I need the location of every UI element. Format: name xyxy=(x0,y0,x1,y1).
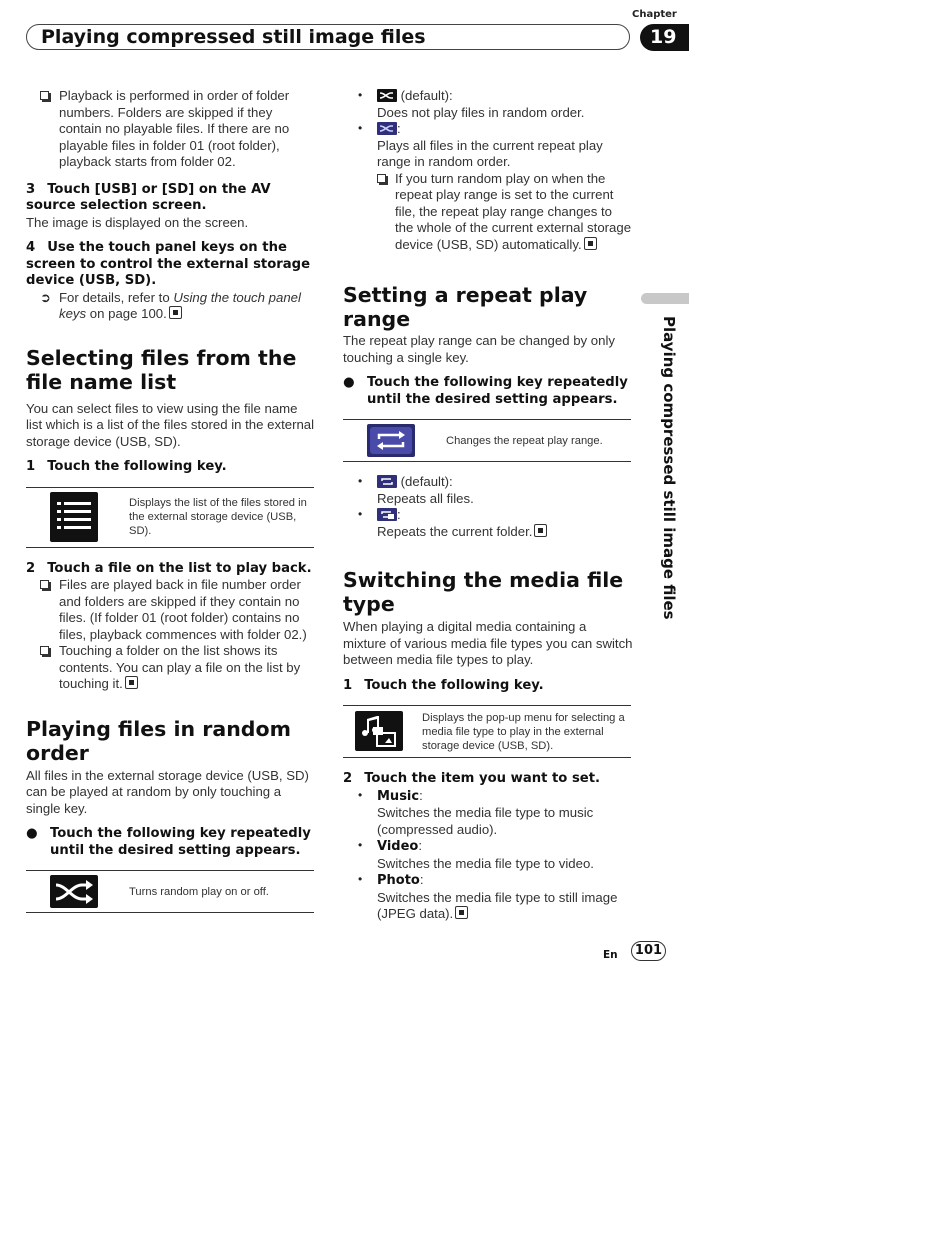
bullet-dot: • xyxy=(358,507,363,521)
step-3: 3 Touch [USB] or [SD] on the AV source selection screen. xyxy=(26,181,271,213)
repeat-option-all: • (default): Repeats all files. xyxy=(358,474,474,506)
note-box-icon xyxy=(40,91,49,100)
section-random-body: All files in the external storage device (USB, SD) can be played at random by only touching a single key. xyxy=(26,767,309,816)
footer-language: En xyxy=(603,949,618,961)
file-list-note-2: Touching a folder on the list shows its contents. You can play a file on the list by touching it. xyxy=(26,643,316,693)
intro-note: Playback is performed in order of folder numbers. Folders are skipped if they contain no playable files. If there are no playable files in folder 01 (root folder), playback starts from folder 02. xyxy=(26,88,316,171)
bullet-dot: • xyxy=(358,88,363,102)
media-type-step-1: 1 Touch the following key. xyxy=(343,677,544,693)
media-item-video: • Video: Switches the media file type to video. xyxy=(358,838,594,871)
page-number: 101 xyxy=(631,941,666,961)
side-title: Playing compressed still image files xyxy=(660,316,678,620)
bullet-dot: • xyxy=(358,121,363,135)
step-4-note: ➲ For details, refer to Using the touch panel keys on page 100. xyxy=(40,289,301,321)
media-item-photo: • Photo: Switches the media file type to still image (JPEG data). xyxy=(358,872,618,921)
shuffle-icon[interactable] xyxy=(50,875,98,908)
section-heading-random: Playing files in random order xyxy=(26,716,291,765)
repeat-all-icon xyxy=(377,475,397,488)
right-column xyxy=(343,88,633,923)
bullet-dot: ● xyxy=(343,375,355,390)
list-icon[interactable] xyxy=(50,492,98,542)
section-file-list-body: You can select files to view using the file name list which is a list of the files stored in the external storage device (USB, SD). xyxy=(26,400,315,449)
shuffle-on-icon xyxy=(377,122,397,135)
media-type-key-table xyxy=(343,705,631,758)
repeat-step: ● Touch the following key repeatedly until the desired setting appears. xyxy=(343,375,628,407)
bullet-dot: • xyxy=(358,474,363,488)
media-type-step-2: 2 Touch the item you want to set. xyxy=(343,771,601,786)
end-mark-icon xyxy=(125,676,138,689)
chapter-number: 19 xyxy=(640,24,689,51)
repeat-folder-icon xyxy=(377,508,397,521)
shuffle-off-icon xyxy=(377,89,397,102)
random-key-table xyxy=(26,870,314,913)
section-heading-file-list: Selecting files from the file name list xyxy=(26,345,297,394)
repeat-key-table xyxy=(343,419,631,462)
bullet-dot: • xyxy=(358,787,363,802)
section-repeat-body: The repeat play range can be changed by only touching a single key. xyxy=(343,333,615,365)
page-title-bar xyxy=(26,24,630,50)
file-list-key-desc: Displays the list of the files stored in the external storage device (USB, SD). xyxy=(129,496,307,537)
section-media-type-body: When playing a digital media containing a mixture of various media file types you can switch between media file types to play. xyxy=(343,619,633,667)
end-mark-icon xyxy=(534,524,547,537)
end-mark-icon xyxy=(169,306,182,319)
repeat-icon[interactable] xyxy=(367,424,415,457)
random-note: If you turn random play on when the repeat play range is set to the current file, the repeat play range changes to the whole of the current external storage device (USB, SD) automatically. xyxy=(343,171,633,254)
step-3-body: The image is displayed on the screen. xyxy=(26,214,249,230)
bullet-dot: • xyxy=(358,838,363,852)
page-reference-link[interactable]: Using the touch panel keys xyxy=(59,289,301,321)
random-option-on: • : Plays all files in the current repeat play range in random order. xyxy=(358,121,603,169)
repeat-key-desc: Changes the repeat play range. xyxy=(446,435,603,447)
section-heading-repeat: Setting a repeat play range xyxy=(343,283,588,331)
side-tab-marker xyxy=(641,293,689,304)
arrow-right-icon: ➲ xyxy=(40,289,51,305)
end-mark-icon xyxy=(584,237,597,250)
random-key-desc: Turns random play on or off. xyxy=(129,886,269,898)
note-box-icon xyxy=(40,646,49,655)
end-mark-icon xyxy=(455,906,468,919)
left-column xyxy=(26,88,316,913)
media-type-icon[interactable] xyxy=(355,711,403,751)
file-list-key-table xyxy=(26,487,314,548)
repeat-option-folder: • : Repeats the current folder. xyxy=(343,507,633,540)
random-option-off: • (default): Does not play files in random order. xyxy=(358,88,585,120)
page-title: Playing compressed still image files xyxy=(41,26,426,48)
chapter-label: Chapter xyxy=(632,9,677,20)
step-4: 4 Use the touch panel keys on the screen to control the external storage device (USB, SD). xyxy=(26,240,311,288)
note-box-icon xyxy=(40,580,49,589)
file-list-note-1: Files are played back in file number order and folders are skipped if they contain no files. (If folder 01 (root folder) contains no files, playback commences with folder 02.) xyxy=(26,577,316,643)
bullet-dot: ● xyxy=(26,826,38,841)
bullet-dot: • xyxy=(358,872,363,886)
random-step: ● Touch the following key repeatedly until the desired setting appears. xyxy=(26,826,311,858)
section-heading-media-type: Switching the media file type xyxy=(343,568,624,616)
file-list-step-1: 1 Touch the following key. xyxy=(26,459,227,474)
note-box-icon xyxy=(377,174,386,183)
file-list-step-2: 2 Touch a file on the list to play back. xyxy=(26,560,312,576)
media-item-music: • Music: Switches the media file type to music (compressed audio). xyxy=(358,787,594,837)
media-type-key-desc: Displays the pop-up menu for selecting a media file type to play in the external storage device (USB, SD). xyxy=(422,712,625,752)
